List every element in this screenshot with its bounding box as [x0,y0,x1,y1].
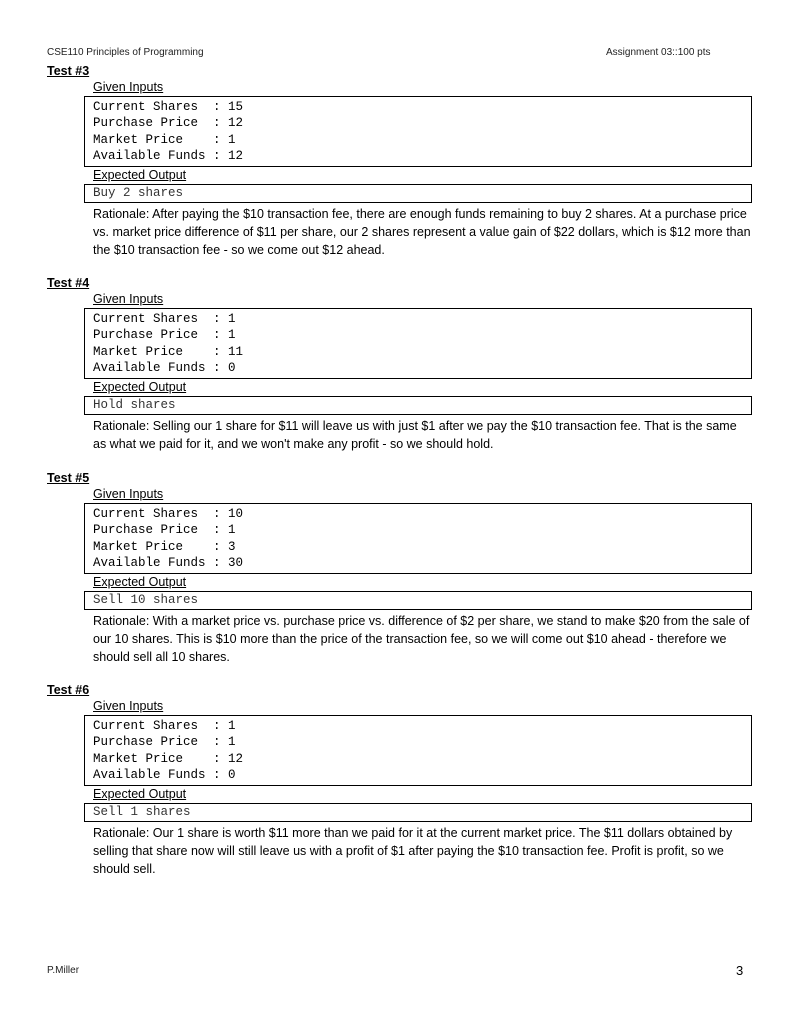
test-title: Test #3 [47,64,90,78]
output-box: Hold shares [84,396,752,415]
input-label: Purchase Price [93,523,206,538]
given-inputs-label: Given Inputs [93,487,164,501]
given-inputs-label: Given Inputs [93,292,164,306]
input-value: 1 [228,132,236,147]
input-label: Current Shares [93,719,206,733]
input-row: Current Shares : 1 [93,312,236,326]
expected-output-label: Expected Output [93,786,187,801]
input-value: 1 [228,735,236,750]
test-title: Test #6 [47,683,90,697]
input-row: Current Shares : 15 [93,100,244,114]
rationale-text: Rationale: With a market price vs. purchase price vs. difference of $2 per share, we stand to make $20 from the sale of our 10 shares. This is $10 more than the price of the transaction fee, so we will come out $10 ahead - therefore we should sell all 10 shares. [93,613,750,664]
input-row: Available Funds : 12 [93,149,244,164]
test-section [47,470,752,666]
input-row: Purchase Price : 12 [93,116,244,131]
test-title: Test #5 [47,471,90,485]
input-label: Available Funds [93,149,206,164]
input-row: Current Shares : 1 [93,719,236,733]
input-label: Market Price [93,539,206,554]
test-section [47,63,752,259]
input-row: Market Price : 3 [93,539,236,554]
input-row: Available Funds : 30 [93,556,244,571]
input-row: Purchase Price : 1 [93,328,236,343]
input-label: Available Funds [93,556,206,571]
footer-author: P.Miller [47,965,80,976]
input-value: 3 [228,539,236,554]
input-value: 1 [228,312,236,326]
input-row: Available Funds : 0 [93,361,236,376]
input-label: Market Price [93,132,206,147]
input-label: Market Price [93,344,206,359]
inputs-box [84,715,752,786]
input-row: Purchase Price : 1 [93,523,236,538]
input-label: Available Funds [93,361,206,376]
input-row: Market Price : 12 [93,751,244,766]
given-inputs-label: Given Inputs [93,699,164,713]
page-number: 3 [736,963,744,978]
input-value: 12 [228,116,244,131]
test-section [47,682,752,878]
rationale-text: Rationale: Our 1 share is worth $11 more than we paid for it at the current market price. The $11 dollars obtained by selling that share now will still leave us with a profit of $1 after paying the $10 transaction fee. Profit is profit, so we should sell. [93,825,733,876]
input-value: 0 [228,768,236,783]
output-box: Buy 2 shares [84,184,752,203]
inputs-box [84,308,752,379]
input-label: Available Funds [93,768,206,783]
input-value: 1 [228,719,236,733]
expected-output-label: Expected Output [93,574,187,589]
inputs-box [84,503,752,574]
inputs-box [84,96,752,167]
expected-output-label: Expected Output [93,167,187,182]
input-value: 10 [228,507,244,521]
input-label: Purchase Price [93,116,206,131]
input-row: Available Funds : 0 [93,768,236,783]
input-label: Market Price [93,751,206,766]
input-row: Current Shares : 10 [93,507,244,521]
output-box: Sell 1 shares [84,803,752,822]
given-inputs-label: Given Inputs [93,80,164,94]
input-value: 1 [228,328,236,343]
input-row: Purchase Price : 1 [93,735,236,750]
input-value: 1 [228,523,236,538]
input-label: Current Shares [93,507,206,521]
rationale-text: Rationale: After paying the $10 transaction fee, there are enough funds remaining to buy 2 shares. At a purchase price vs. market price difference of $11 per share, our 2 shares represent a value gain of $22 dollars, which is $12 more than the $10 transaction fee - so we come out $12 ahead. [93,206,751,257]
expected-output-label: Expected Output [93,379,187,394]
input-value: 12 [228,751,244,766]
rationale-text: Rationale: Selling our 1 share for $11 will leave us with just $1 after we pay the $10 transaction fee. That is the same as what we paid for it, and we won't make any profit - so we should hold. [93,418,737,451]
header-assignment: Assignment 03::100 pts [606,47,711,58]
output-box: Sell 10 shares [84,591,752,610]
input-row: Market Price : 11 [93,344,244,359]
test-section [47,275,752,453]
input-label: Current Shares [93,312,206,326]
header-course: CSE110 Principles of Programming [47,47,204,58]
input-value: 15 [228,100,244,114]
input-label: Purchase Price [93,735,206,750]
input-value: 11 [228,344,244,359]
input-label: Current Shares [93,100,206,114]
input-value: 0 [228,361,236,376]
input-label: Purchase Price [93,328,206,343]
input-value: 30 [228,556,244,571]
input-row: Market Price : 1 [93,132,236,147]
input-value: 12 [228,149,244,164]
test-title: Test #4 [47,276,90,290]
